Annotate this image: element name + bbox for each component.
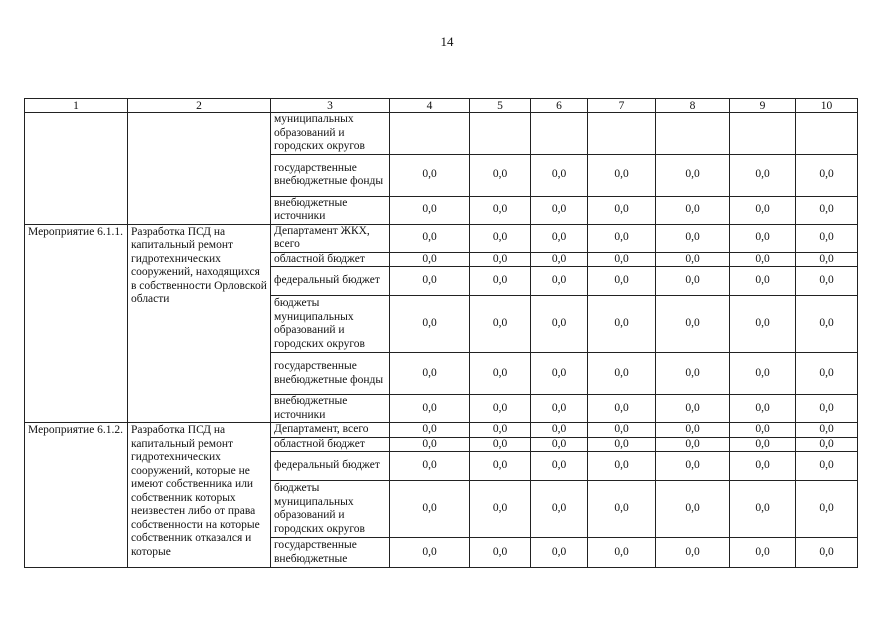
value-cell: 0,0	[470, 353, 531, 395]
column-header: 4	[390, 99, 470, 113]
value-cell: 0,0	[470, 538, 531, 568]
page-number: 14	[440, 34, 454, 49]
value-cell: 0,0	[531, 538, 588, 568]
funding-source-cell: муниципальных образований и городских округов	[271, 113, 390, 155]
activity-cell	[25, 113, 128, 225]
value-cell: 0,0	[730, 154, 796, 196]
value-cell: 0,0	[470, 437, 531, 452]
value-cell: 0,0	[730, 395, 796, 423]
table-row	[25, 423, 858, 438]
budget-table	[24, 98, 858, 568]
funding-source-cell: бюджеты муниципальных образований и городских округов	[271, 296, 390, 353]
value-cell: 0,0	[531, 154, 588, 196]
column-header: 5	[470, 99, 531, 113]
activity-cell: Мероприятие 6.1.2.	[25, 423, 128, 568]
value-cell: 0,0	[588, 437, 656, 452]
value-cell: 0,0	[390, 196, 470, 224]
value-cell: 0,0	[730, 423, 796, 438]
value-cell: 0,0	[531, 437, 588, 452]
value-cell: 0,0	[390, 252, 470, 267]
value-cell: 0,0	[656, 395, 730, 423]
value-cell: 0,0	[796, 196, 858, 224]
value-cell: 0,0	[390, 437, 470, 452]
value-cell: 0,0	[730, 481, 796, 538]
value-cell: 0,0	[390, 267, 470, 296]
value-cell: 0,0	[730, 296, 796, 353]
value-cell: 0,0	[531, 423, 588, 438]
value-cell: 0,0	[390, 423, 470, 438]
value-cell: 0,0	[531, 196, 588, 224]
value-cell: 0,0	[730, 437, 796, 452]
value-cell: 0,0	[656, 252, 730, 267]
value-cell: 0,0	[470, 481, 531, 538]
description-cell: Разработка ПСД на капитальный ремонт гидротехнических сооружений, которые не имеют собственника или собственник которых неизвестен либо от права собственности на которые собственник отказался и которые	[128, 423, 271, 568]
value-cell: 0,0	[588, 395, 656, 423]
value-cell: 0,0	[730, 196, 796, 224]
value-cell: 0,0	[588, 196, 656, 224]
column-header: 6	[531, 99, 588, 113]
value-cell: 0,0	[656, 437, 730, 452]
value-cell: 0,0	[588, 481, 656, 538]
value-cell: 0,0	[796, 154, 858, 196]
value-cell: 0,0	[531, 452, 588, 481]
value-cell	[656, 113, 730, 155]
value-cell: 0,0	[588, 423, 656, 438]
value-cell: 0,0	[470, 296, 531, 353]
value-cell: 0,0	[656, 267, 730, 296]
value-cell: 0,0	[656, 481, 730, 538]
value-cell: 0,0	[796, 296, 858, 353]
value-cell: 0,0	[796, 423, 858, 438]
value-cell: 0,0	[796, 224, 858, 252]
value-cell: 0,0	[531, 353, 588, 395]
column-header: 10	[796, 99, 858, 113]
value-cell: 0,0	[470, 252, 531, 267]
value-cell: 0,0	[470, 224, 531, 252]
value-cell: 0,0	[588, 267, 656, 296]
value-cell: 0,0	[470, 395, 531, 423]
table-header-row	[25, 99, 858, 113]
funding-source-cell: Департамент ЖКХ, всего	[271, 224, 390, 252]
value-cell: 0,0	[730, 452, 796, 481]
column-header: 7	[588, 99, 656, 113]
funding-source-cell: государственные внебюджетные фонды	[271, 353, 390, 395]
value-cell: 0,0	[796, 353, 858, 395]
column-header: 1	[25, 99, 128, 113]
funding-source-cell: областной бюджет	[271, 252, 390, 267]
value-cell: 0,0	[531, 296, 588, 353]
funding-source-cell: Департамент, всего	[271, 423, 390, 438]
value-cell	[730, 113, 796, 155]
value-cell: 0,0	[390, 481, 470, 538]
value-cell: 0,0	[531, 267, 588, 296]
column-header: 9	[730, 99, 796, 113]
funding-source-cell: государственные внебюджетные фонды	[271, 154, 390, 196]
value-cell: 0,0	[796, 538, 858, 568]
value-cell: 0,0	[588, 296, 656, 353]
value-cell: 0,0	[390, 224, 470, 252]
value-cell: 0,0	[656, 353, 730, 395]
value-cell: 0,0	[390, 353, 470, 395]
funding-source-cell: государственные внебюджетные	[271, 538, 390, 568]
funding-source-cell: внебюджетные источники	[271, 196, 390, 224]
value-cell: 0,0	[470, 267, 531, 296]
value-cell: 0,0	[390, 296, 470, 353]
value-cell: 0,0	[796, 267, 858, 296]
value-cell: 0,0	[588, 452, 656, 481]
value-cell: 0,0	[470, 423, 531, 438]
funding-source-cell: бюджеты муниципальных образований и городских округов	[271, 481, 390, 538]
value-cell: 0,0	[796, 437, 858, 452]
value-cell: 0,0	[470, 154, 531, 196]
value-cell: 0,0	[656, 296, 730, 353]
value-cell: 0,0	[588, 538, 656, 568]
value-cell: 0,0	[390, 538, 470, 568]
value-cell: 0,0	[796, 252, 858, 267]
value-cell	[390, 113, 470, 155]
value-cell: 0,0	[531, 481, 588, 538]
description-cell	[128, 113, 271, 225]
value-cell: 0,0	[588, 154, 656, 196]
funding-source-cell: федеральный бюджет	[271, 267, 390, 296]
value-cell: 0,0	[730, 353, 796, 395]
value-cell: 0,0	[796, 452, 858, 481]
column-header: 8	[656, 99, 730, 113]
value-cell: 0,0	[730, 538, 796, 568]
value-cell: 0,0	[730, 252, 796, 267]
value-cell: 0,0	[730, 267, 796, 296]
description-cell: Разработка ПСД на капитальный ремонт гидротехнических сооружений, находящихся в собственности Орловской области	[128, 224, 271, 423]
value-cell: 0,0	[588, 353, 656, 395]
value-cell: 0,0	[531, 395, 588, 423]
value-cell: 0,0	[656, 224, 730, 252]
table-row	[25, 113, 858, 155]
value-cell: 0,0	[470, 196, 531, 224]
value-cell: 0,0	[531, 252, 588, 267]
activity-cell: Мероприятие 6.1.1.	[25, 224, 128, 423]
value-cell: 0,0	[796, 395, 858, 423]
value-cell	[796, 113, 858, 155]
funding-source-cell: областной бюджет	[271, 437, 390, 452]
value-cell: 0,0	[588, 252, 656, 267]
value-cell: 0,0	[656, 538, 730, 568]
value-cell: 0,0	[730, 224, 796, 252]
value-cell	[531, 113, 588, 155]
value-cell: 0,0	[796, 481, 858, 538]
funding-source-cell: внебюджетные источники	[271, 395, 390, 423]
column-header: 3	[271, 99, 390, 113]
value-cell: 0,0	[531, 224, 588, 252]
value-cell: 0,0	[588, 224, 656, 252]
column-header: 2	[128, 99, 271, 113]
funding-source-cell: федеральный бюджет	[271, 452, 390, 481]
value-cell: 0,0	[390, 154, 470, 196]
value-cell: 0,0	[390, 395, 470, 423]
value-cell: 0,0	[470, 452, 531, 481]
value-cell	[470, 113, 531, 155]
value-cell: 0,0	[656, 196, 730, 224]
value-cell: 0,0	[390, 452, 470, 481]
value-cell: 0,0	[656, 423, 730, 438]
value-cell	[588, 113, 656, 155]
value-cell: 0,0	[656, 154, 730, 196]
value-cell: 0,0	[656, 452, 730, 481]
table-row	[25, 224, 858, 252]
